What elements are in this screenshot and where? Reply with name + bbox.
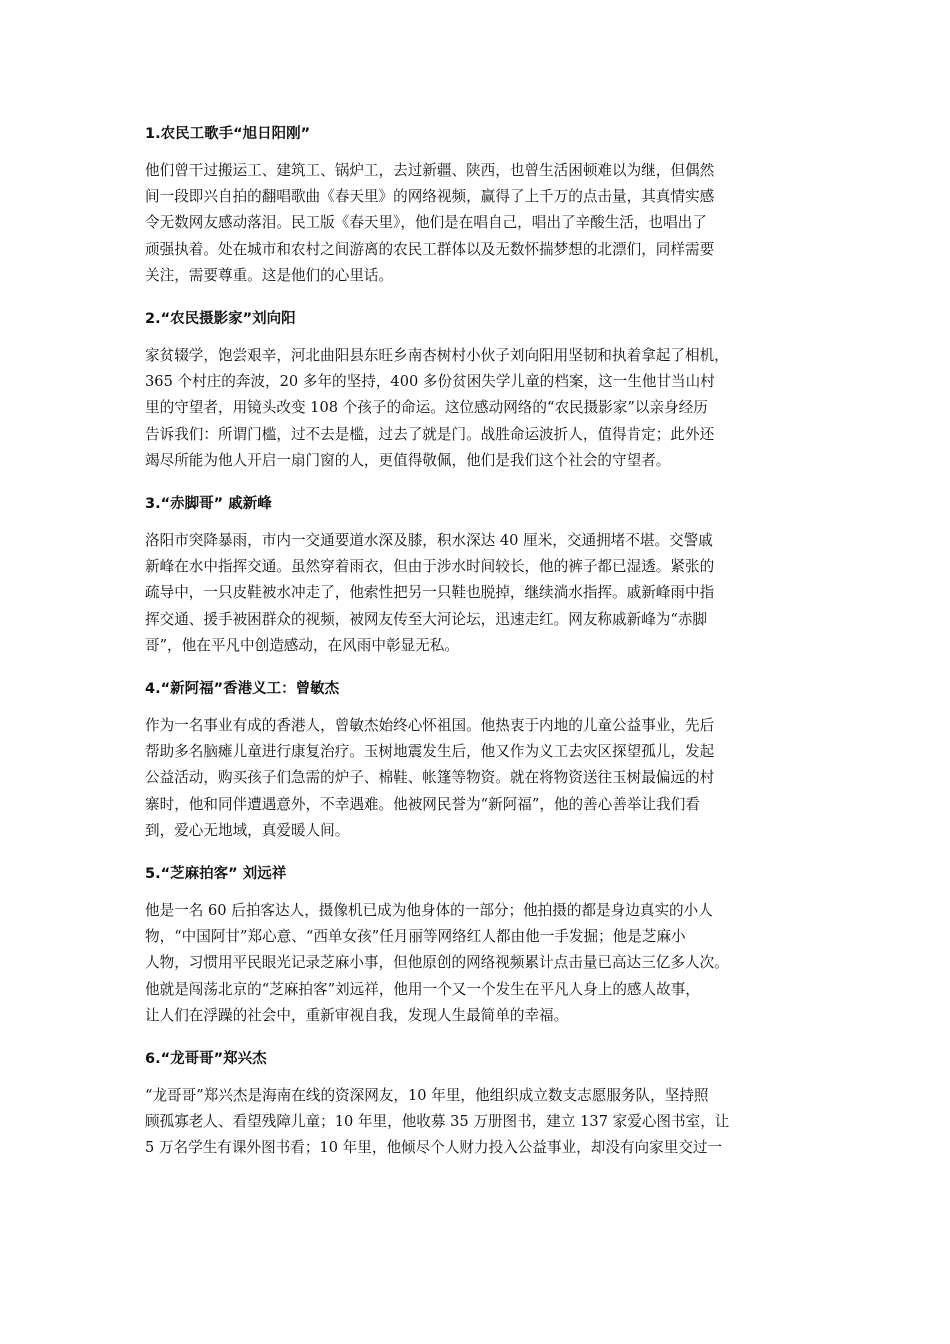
paragraph-line: 物，“中国阿甘”郑心意、“西单女孩”任月丽等网络红人都由他一手发掘；他是芝麻小 <box>145 928 686 946</box>
paragraph-line: 家贫辍学，饱尝艰辛，河北曲阳县东旺乡南杏树村小伙子刘向阳用坚韧和执着拿起了相机， <box>145 347 729 365</box>
paragraph-line: 洛阳市突降暴雨，市内一交通要道水深及膝，积水深达 40 厘米，交通拥堵不堪。交警戚 <box>145 532 713 550</box>
paragraph-line: 顾孤寡老人、看望残障儿童；10 年里，他收募 35 万册图书，建立 137 家爱心图书室，让 <box>145 1113 730 1131</box>
section-4 <box>145 679 805 844</box>
paragraph-line: 顽强执着。处在城市和农村之间游离的农民工群体以及无数怀揣梦想的北漂们，同样需要 <box>145 240 715 258</box>
section-heading: 4.“新阿福”香港义工：曾敏杰 <box>145 681 340 698</box>
section-2 <box>145 309 805 474</box>
paragraph-line: 令无数网友感动落泪。民工版《春天里》，他们是在唱自己，唱出了辛酸生活，也唱出了 <box>145 214 707 232</box>
paragraph-line: 竭尽所能为他人开启一扇门窗的人，更值得敬佩，他们是我们这个社会的守望者。 <box>145 451 671 469</box>
section-paragraph <box>145 528 805 659</box>
paragraph-line: 疏导中，一只皮鞋被水冲走了，他索性把另一只鞋也脱掉，继续淌水指挥。戚新峰雨中指 <box>145 584 715 602</box>
section-paragraph <box>145 343 805 474</box>
document-page <box>145 112 805 1182</box>
section-paragraph <box>145 158 805 289</box>
paragraph-line: 挥交通、援手被困群众的视频，被网友传至大河论坛，迅速走红。网友称戚新峰为“赤脚 <box>145 610 708 628</box>
section-heading: 6.“龙哥哥”郑兴杰 <box>145 1051 267 1068</box>
paragraph-line: 让人们在浮躁的社会中，重新审视自我，发现人生最简单的幸福。 <box>145 1006 569 1024</box>
paragraph-line: 新峰在水中指挥交通。虽然穿着雨衣，但由于涉水时间较长，他的裤子都已湿透。紧张的 <box>145 558 715 576</box>
paragraph-line: 哥”，他在平凡中创造感动，在风雨中彰显无私。 <box>145 636 459 654</box>
section-paragraph <box>145 1083 805 1162</box>
paragraph-line: 告诉我们：所谓门槛，过不去是槛，过去了就是门。战胜命运波折人，值得肯定；此外还 <box>145 425 715 443</box>
section-heading: 1.农民工歌手“旭日阳刚” <box>145 126 311 142</box>
paragraph-line: 人物，习惯用平民眼光记录芝麻小事，但他原创的网络视频累计点击量已高达三亿多人次。 <box>145 954 729 972</box>
section-6 <box>145 1049 805 1162</box>
paragraph-line: 他是一名 60 后拍客达人，摄像机已成为他身体的一部分；他拍摄的都是身边真实的小人 <box>145 902 713 920</box>
section-3 <box>145 494 805 659</box>
paragraph-line: 到，爱心无地域，真爱暖人间。 <box>145 821 350 839</box>
paragraph-line: 关注，需要尊重。这是他们的心里话。 <box>145 266 394 284</box>
section-paragraph <box>145 898 805 1029</box>
paragraph-line: 他们曾干过搬运工、建筑工、锅炉工，去过新疆、陕西，也曾生活困顿难以为继，但偶然 <box>145 162 715 179</box>
section-5 <box>145 864 805 1029</box>
section-heading: 5.“芝麻拍客” 刘远祥 <box>145 866 287 883</box>
paragraph-line: 帮助多名脑瘫儿童进行康复治疗。玉树地震发生后，他又作为义工去灾区探望孤儿，发起 <box>145 743 715 761</box>
paragraph-line: 里的守望者，用镜头改变 108 个孩子的命运。这位感动网络的“农民摄影家”以亲身经历 <box>145 399 708 417</box>
paragraph-line: 间一段即兴自拍的翻唱歌曲《春天里》的网络视频，赢得了上千万的点击量，其真情实感 <box>145 188 715 206</box>
paragraph-line: 寨时，他和同伴遭遇意外，不幸遇难。他被网民誉为“新阿福”，他的善心善举让我们看 <box>145 795 700 813</box>
paragraph-line: 公益活动，购买孩子们急需的炉子、棉鞋、帐篷等物资。就在将物资送往玉树最偏远的村 <box>145 769 715 787</box>
paragraph-line: 他就是闯荡北京的“芝麻拍客”刘远祥，他用一个又一个发生在平凡人身上的感人故事， <box>145 980 700 998</box>
section-heading: 2.“农民摄影家”刘向阳 <box>145 311 296 328</box>
paragraph-line: 作为一名事业有成的香港人，曾敏杰始终心怀祖国。他热衷于内地的儿童公益事业，先后 <box>145 717 715 735</box>
section-heading: 3.“赤脚哥” 戚新峰 <box>145 496 272 513</box>
section-paragraph <box>145 713 805 844</box>
paragraph-line: 5 万名学生有课外图书看；10 年里，他倾尽个人财力投入公益事业，却没有向家里交过一 <box>145 1139 723 1157</box>
paragraph-line: “龙哥哥”郑兴杰是海南在线的资深网友，10 年里，他组织成立数支志愿服务队，坚持照 <box>145 1087 709 1105</box>
section-1 <box>145 124 805 289</box>
paragraph-line: 365 个村庄的奔波，20 多年的坚持，400 多份贫困失学儿童的档案，这一生他甘当山村 <box>145 373 715 391</box>
